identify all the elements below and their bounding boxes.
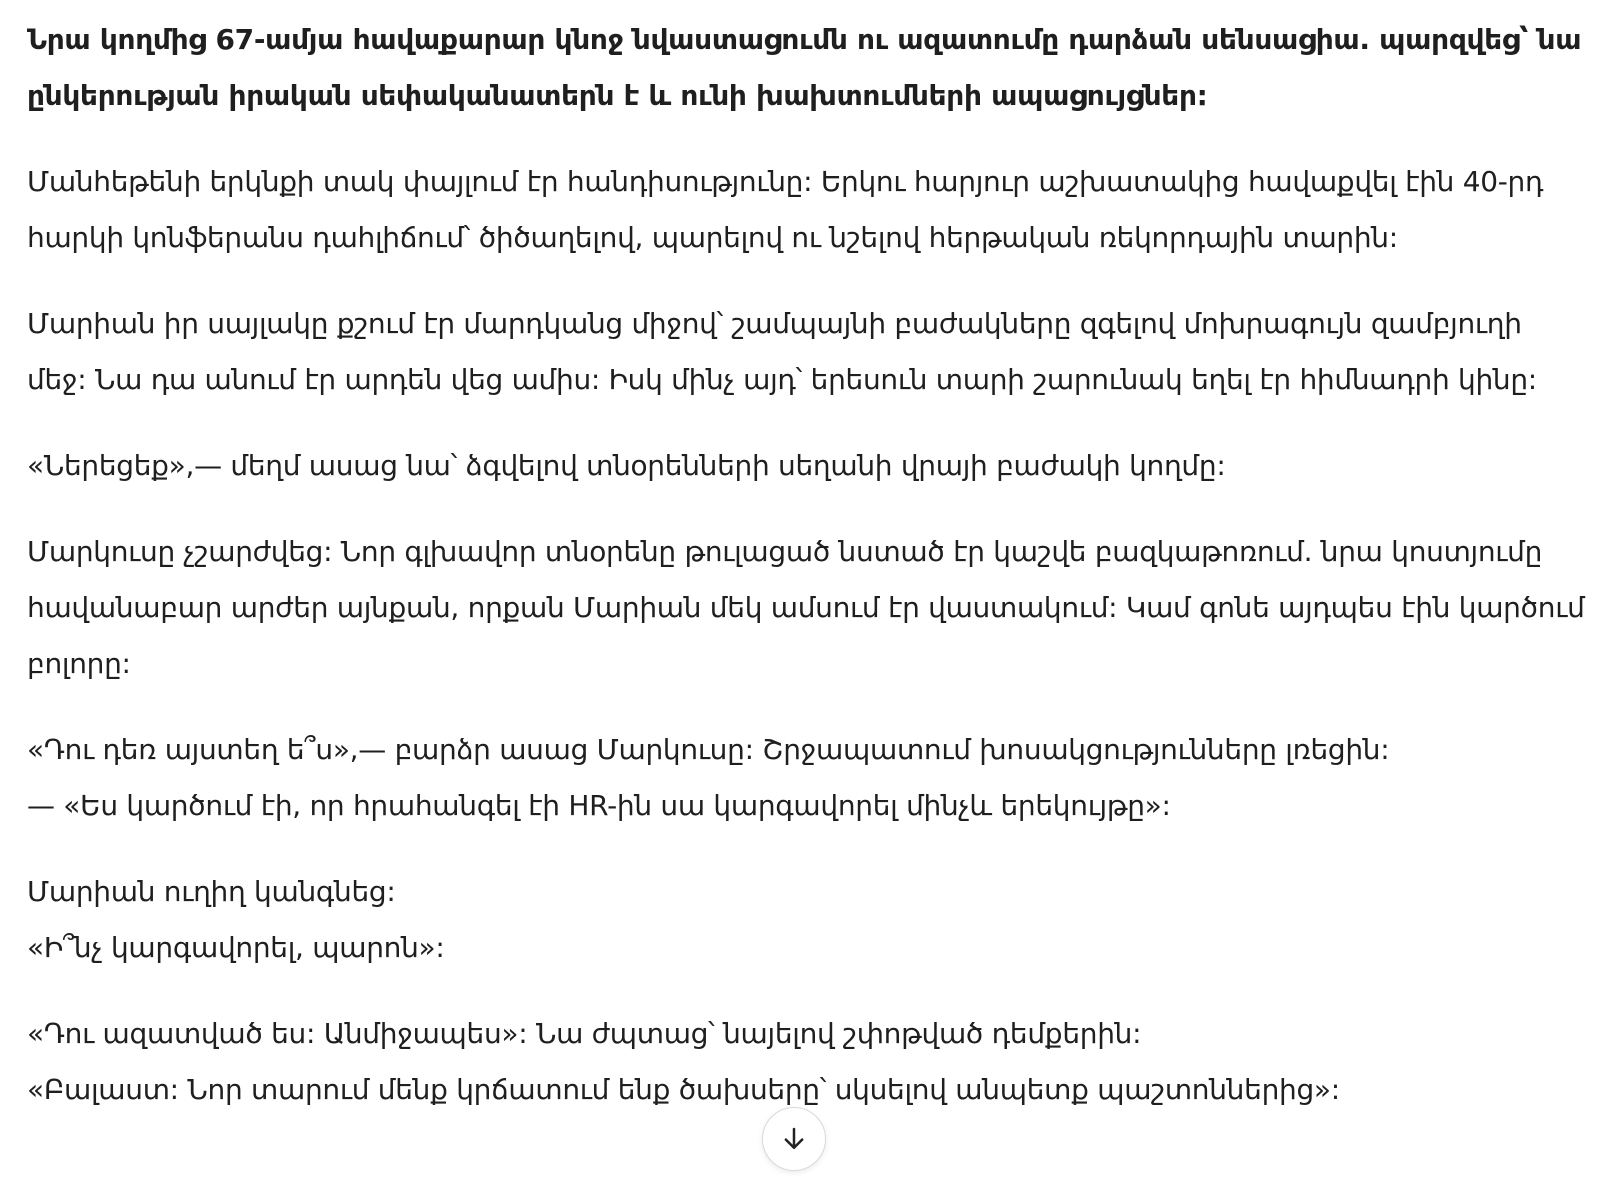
paragraph: Մանհեթենի երկնքի տակ փայլում էր հանդիսությունը: Երկու հարյուր աշխատակից հավաքվել էին 40-րդ հարկի կոնֆերանս դահլիճում՝ ծիծաղելով, պարելով ու նշելով հերթական ռեկորդային տարին: (27, 165, 1544, 254)
paragraph: «Դու ազատված ես: Անմիջապես»: Նա ժպտաց՝ նայելով շփոթված դեմքերին: «Բալաստ: Նոր տարում մենք կրճատում ենք ծախսերը՝ սկսելով անպետք պաշտոններից»: (27, 1017, 1340, 1106)
scroll-to-bottom-button[interactable] (762, 1107, 826, 1171)
paragraph: Մարիան իր սայլակը քշում էր մարդկանց միջով՝ շամպայնի բաժակները զգելով մոխրագույն զամբյուղի մեջ: Նա դա անում էր արդեն վեց ամիս: Իսկ մինչ այդ՝ երեսուն տարի շարունակ եղել էր հիմնադրի կինը: (27, 307, 1537, 396)
arrow-down-icon (779, 1124, 809, 1154)
lead-paragraph: Նրա կողմից 67-ամյա հավաքարար կնոջ նվաստացումն ու ազատումը դարձան սենսացիա. պարզվեց՝ նա ընկերության իրական սեփականատերն է և ունի խախտումների ապացույցներ: (27, 23, 1582, 112)
paragraph: Մարկուսը չշարժվեց: Նոր գլխավոր տնօրենը թուլացած նստած էր կաշվե բազկաթոռում. նրա կոստյումը հավանաբար արժեր այնքան, որքան Մարիան մեկ ամսում էր վաստակում: Կամ գոնե այդպես էին կարծում բոլորը: (27, 535, 1585, 680)
paragraph: Մարիան ուղիղ կանգնեց: «Ի՞նչ կարգավորել, պարոն»: (27, 875, 445, 964)
paragraph: «Դու դեռ այստեղ ե՞ս»,— բարձր ասաց Մարկուսը: Շրջապատում խոսակցությունները լռեցին: — «Ես կարծում էի, որ հրահանգել էի HR-ին սա կարգավորել մինչև երեկույթը»: (27, 733, 1390, 822)
article-body (27, 12, 1587, 1148)
paragraph: «Ներեցեք»,— մեղմ ասաց նա՝ ձգվելով տնօրենների սեղանի վրայի բաժակի կողմը: (27, 449, 1226, 482)
